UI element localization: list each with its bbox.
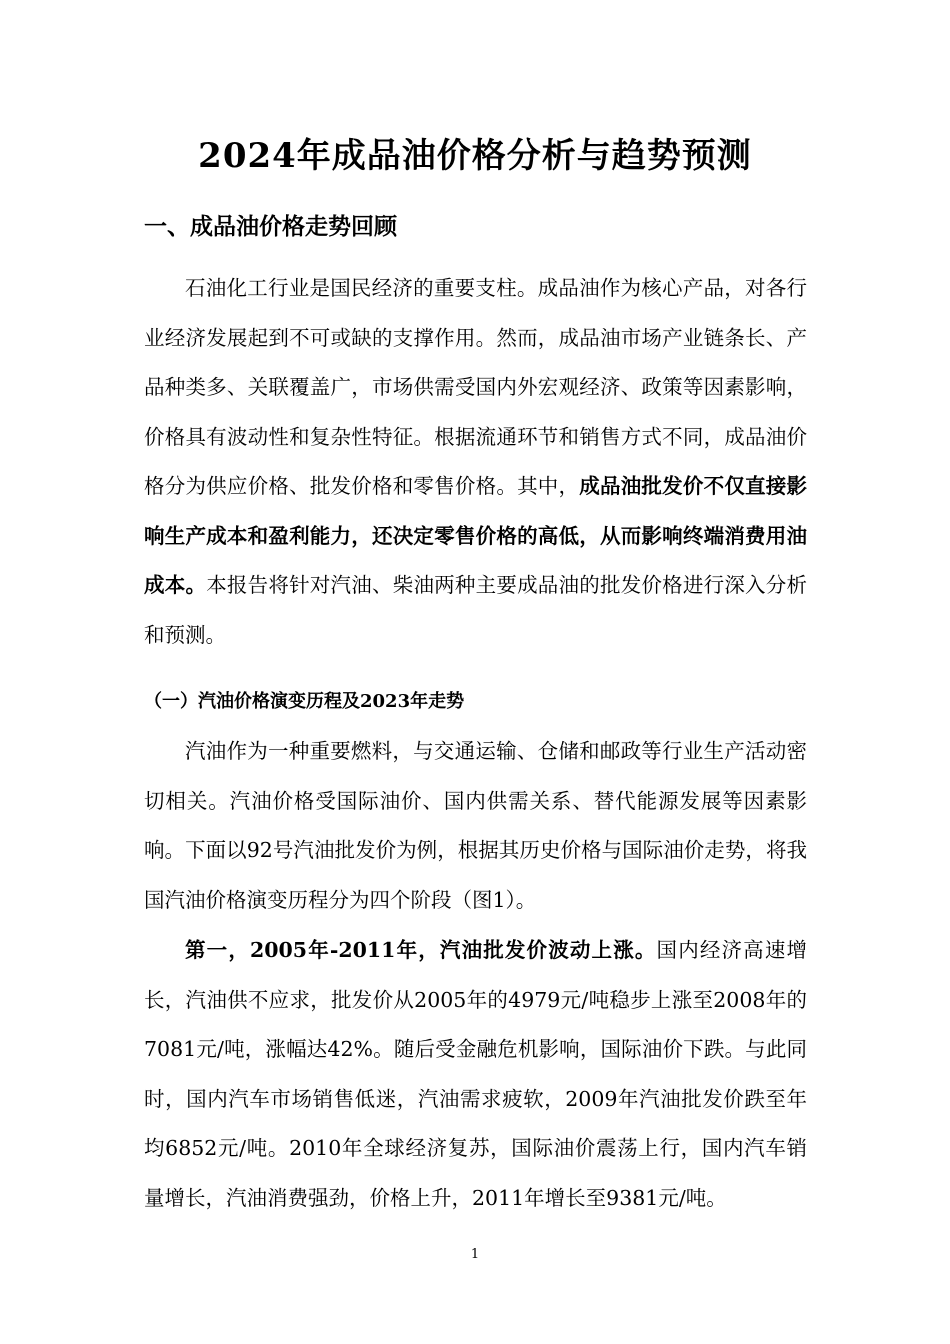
stage-one-paragraph <box>144 926 807 1223</box>
intro-bold-text: 成品油批发价不仅直接影响生产成本和盈利能力，还决定零售价格的高低，从而影响终端消费用油成本。 <box>144 474 808 597</box>
document-title: 2024年成品油价格分析与趋势预测 <box>198 136 752 176</box>
page-number: 1 <box>470 1247 480 1262</box>
intro-text: 石油化工行业是国民经济的重要支柱。成品油作为核心产品，对各行业经济发展起到不可或缺的支撑作用。然而，成品油市场产业链条长、产品种类多、关联覆盖广，市场供需受国内外宏观经济、政策等因素影响，价格具有波动性和复杂性特征。根据流通环节和销售方式不同，成品油价格分为供应价格、批发价格和零售价格。其中， <box>144 276 807 498</box>
subsection-heading: （一）汽油价格演变历程及2023年走势 <box>144 691 465 712</box>
intro-paragraph <box>144 264 807 660</box>
gasoline-overview-paragraph: 汽油作为一种重要燃料，与交通运输、仓储和邮政等行业生产活动密切相关。汽油价格受国际油价、国内供需关系、替代能源发展等因素影响。下面以92号汽油批发价为例，根据其历史价格与国际油价走势，将我国汽油价格演变历程分为四个阶段（图1）。 <box>144 739 807 912</box>
intro-text-end: 本报告将针对汽油、柴油两种主要成品油的批发价格进行深入分析和预测。 <box>144 573 808 647</box>
section-heading: 一、成品油价格走势回顾 <box>144 213 397 240</box>
stage-one-text: 国内经济高速增长，汽油供不应求，批发价从2005年的4979元/吨稳步上涨至2008年的7081元/吨，涨幅达42%。随后受金融危机影响，国际油价下跌。与此同时，国内汽车市场销售低迷，汽油需求疲软，2009年汽油批发价跌至年均6852元/吨。2010年全球经济复苏，国际油价震荡上行，国内汽车销量增长，汽油消费强劲，价格上升，2011年增长至9381元/吨。 <box>144 938 807 1210</box>
stage-one-lead: 第一，2005年-2011年，汽油批发价波动上涨。 <box>185 938 657 962</box>
